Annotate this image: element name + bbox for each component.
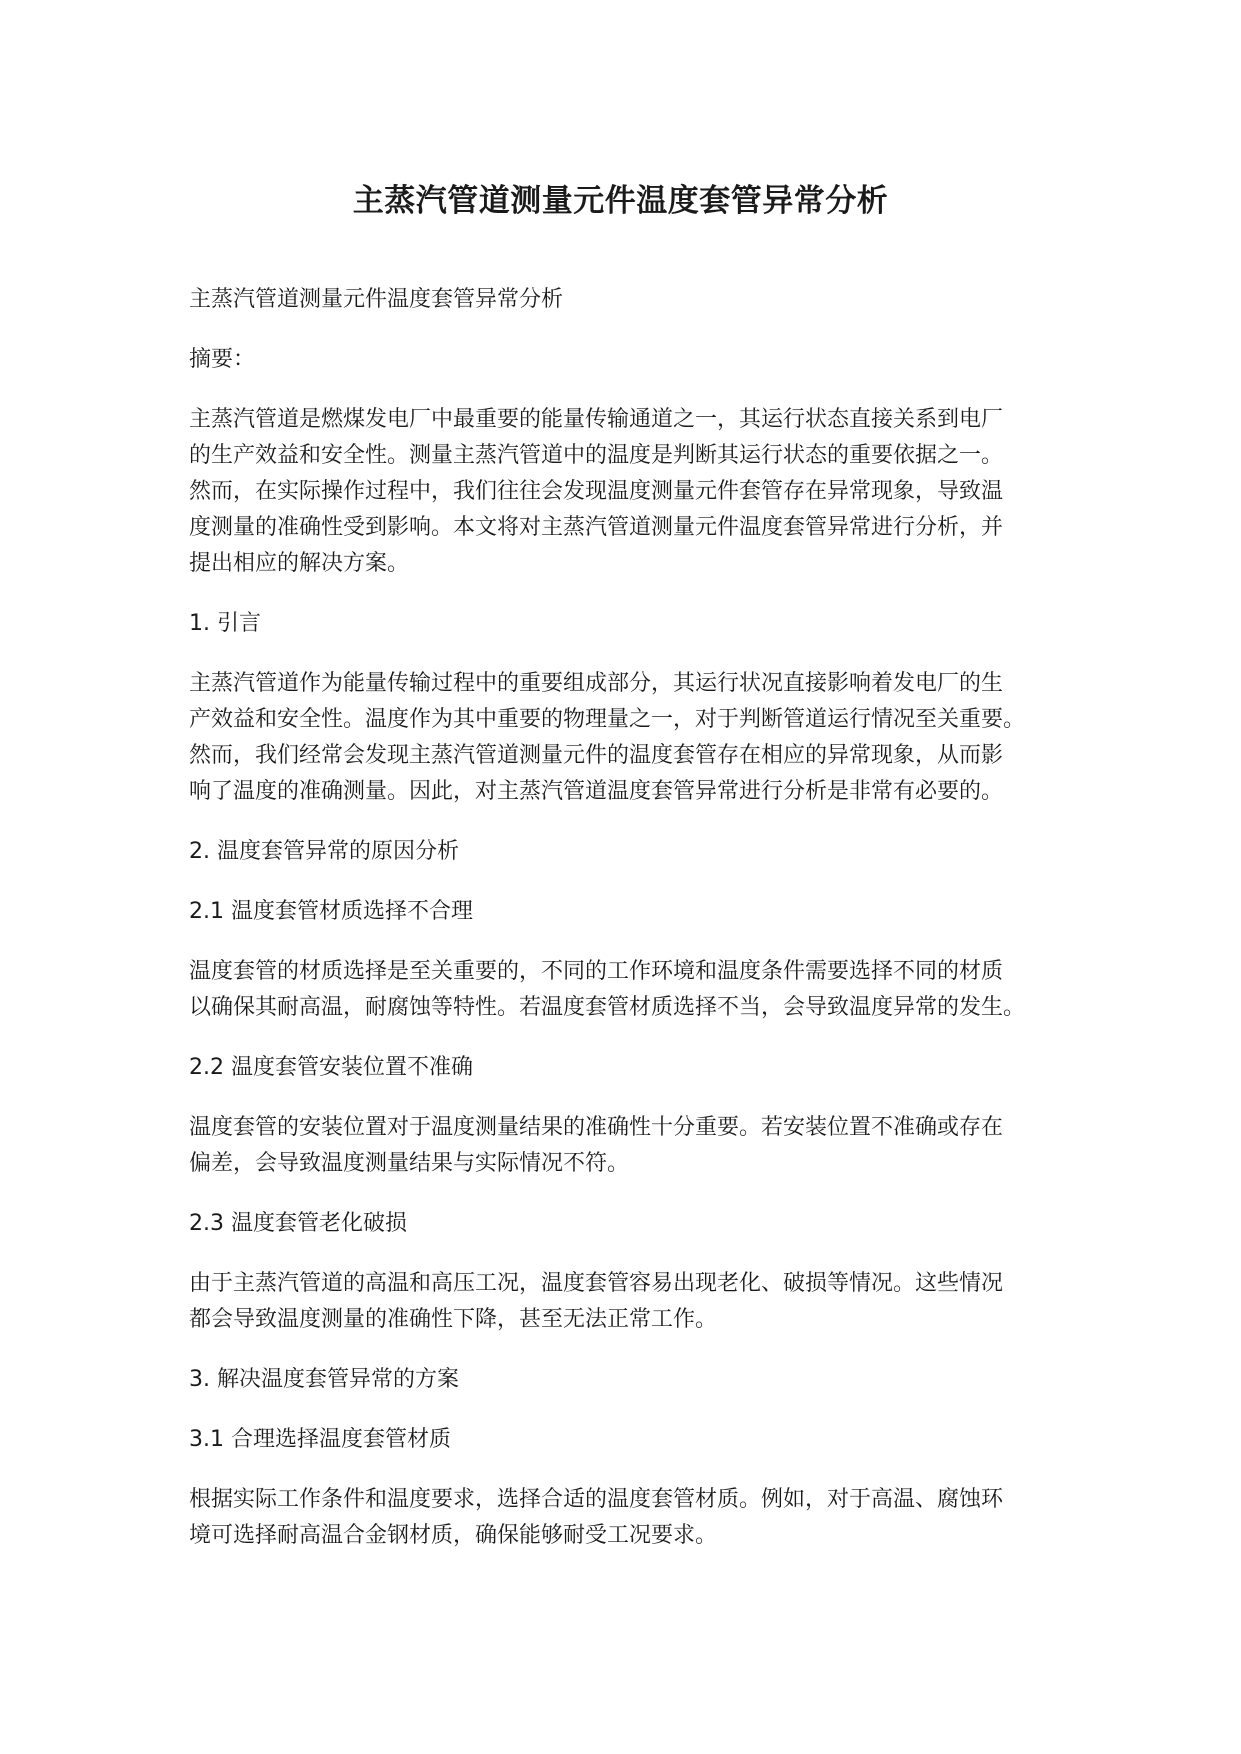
section-2-1-paragraph xyxy=(189,954,1069,1026)
section-2-2-heading: 2.2 温度套管安装位置不准确 xyxy=(189,1055,473,1080)
abstract-paragraph xyxy=(189,402,1069,582)
section-3-1-line: 境可选择耐高温合金钢材质，确保能够耐受工况要求。 xyxy=(189,1523,718,1548)
abstract-label: 摘要： xyxy=(189,347,256,372)
section-1-paragraph xyxy=(189,666,1069,810)
section-1-line: 主蒸汽管道作为能量传输过程中的重要组成部分，其运行状况直接影响着发电厂的生 xyxy=(189,671,1004,696)
section-2-3-heading: 2.3 温度套管老化破损 xyxy=(189,1211,407,1236)
section-3-1-line: 根据实际工作条件和温度要求，选择合适的温度套管材质。例如，对于高温、腐蚀环 xyxy=(189,1487,1004,1512)
section-1-line: 然而，我们经常会发现主蒸汽管道测量元件的温度套管存在相应的异常现象，从而影 xyxy=(189,743,1004,768)
document-title: 主蒸汽管道测量元件温度套管异常分析 xyxy=(352,183,889,219)
section-2-3-line: 由于主蒸汽管道的高温和高压工况，温度套管容易出现老化、破损等情况。这些情况 xyxy=(189,1271,1004,1296)
abstract-line: 的生产效益和安全性。测量主蒸汽管道中的温度是判断其运行状态的重要依据之一。 xyxy=(189,443,1004,468)
section-2-3-paragraph xyxy=(189,1266,1069,1338)
section-3-1-paragraph xyxy=(189,1482,1069,1554)
document-subtitle: 主蒸汽管道测量元件温度套管异常分析 xyxy=(189,287,564,312)
document-body xyxy=(189,282,1069,1578)
abstract-line: 主蒸汽管道是燃煤发电厂中最重要的能量传输通道之一，其运行状态直接关系到电厂 xyxy=(189,407,1004,432)
section-2-1-heading: 2.1 温度套管材质选择不合理 xyxy=(189,899,473,924)
section-3-heading: 3. 解决温度套管异常的方案 xyxy=(189,1367,459,1392)
section-3-1-heading: 3.1 合理选择温度套管材质 xyxy=(189,1427,451,1452)
section-2-2-line: 温度套管的安装位置对于温度测量结果的准确性十分重要。若安装位置不准确或存在 xyxy=(189,1115,1004,1140)
section-1-line: 响了温度的准确测量。因此，对主蒸汽管道温度套管异常进行分析是非常有必要的。 xyxy=(189,779,1004,804)
abstract-line: 度测量的准确性受到影响。本文将对主蒸汽管道测量元件温度套管异常进行分析，并 xyxy=(189,515,1004,540)
section-2-2-paragraph xyxy=(189,1110,1069,1182)
section-2-2-line: 偏差，会导致温度测量结果与实际情况不符。 xyxy=(189,1151,630,1176)
section-1-line: 产效益和安全性。温度作为其中重要的物理量之一，对于判断管道运行情况至关重要。 xyxy=(189,707,1026,732)
section-1-heading: 1. 引言 xyxy=(189,611,261,636)
section-2-heading: 2. 温度套管异常的原因分析 xyxy=(189,839,459,864)
abstract-line: 然而，在实际操作过程中，我们往往会发现温度测量元件套管存在异常现象，导致温 xyxy=(189,479,1004,504)
abstract-line: 提出相应的解决方案。 xyxy=(189,551,410,576)
section-2-1-line: 温度套管的材质选择是至关重要的，不同的工作环境和温度条件需要选择不同的材质 xyxy=(189,959,1004,984)
section-2-1-line: 以确保其耐高温，耐腐蚀等特性。若温度套管材质选择不当，会导致温度异常的发生。 xyxy=(189,995,1026,1020)
section-2-3-line: 都会导致温度测量的准确性下降，甚至无法正常工作。 xyxy=(189,1307,718,1332)
